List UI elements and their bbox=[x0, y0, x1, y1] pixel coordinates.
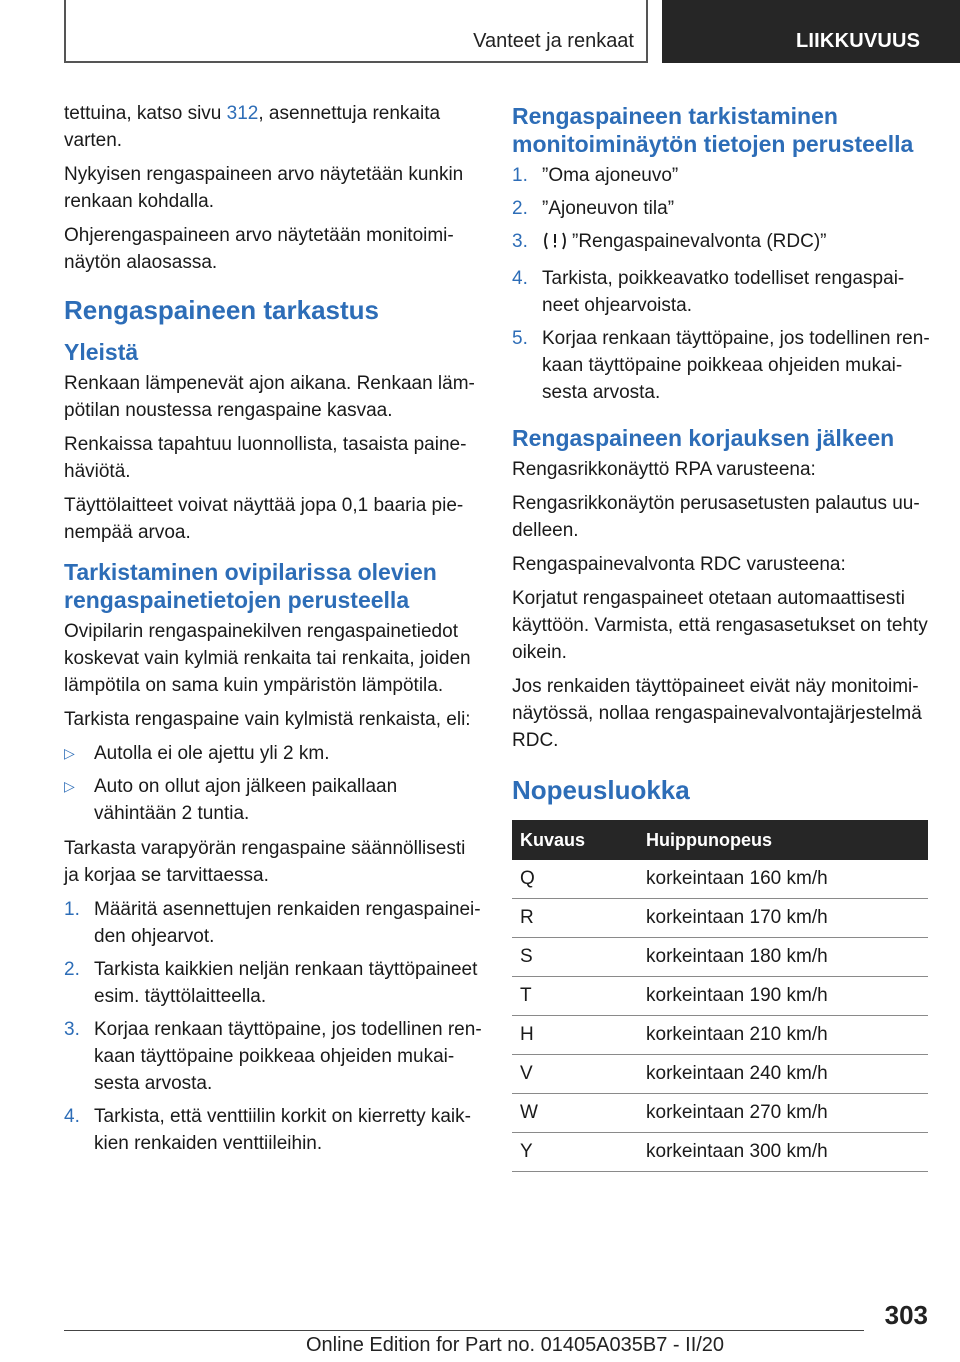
list-item bbox=[512, 195, 930, 222]
paragraph: Jos renkaiden täyttöpaineet eivät näy monitoiminäytössä, nollaa rengaspainevalvontajärjestelmä RDC. bbox=[512, 676, 922, 751]
list-item bbox=[64, 773, 482, 827]
table-cell: korkeintaan 180 km/h bbox=[638, 938, 928, 977]
step-text: Tarkista, poikkeavatko todelliset rengaspaineet ohjearvoista. bbox=[542, 268, 905, 316]
step-number: 3. bbox=[64, 1019, 80, 1040]
table-cell: Y bbox=[512, 1133, 638, 1172]
paragraph: Renkaan lämpenevät ajon aikana. Renkaan lämpötilan noustessa rengaspaine kasvaa. bbox=[64, 373, 475, 421]
list-item bbox=[512, 265, 930, 319]
chapter-tab: LIIKKUVUUS bbox=[662, 0, 960, 63]
step-number: 2. bbox=[512, 198, 528, 219]
section-title: Vanteet ja renkaat bbox=[473, 30, 634, 52]
intro-text: tettuina, katso sivu bbox=[64, 103, 227, 124]
edition-footer: Online Edition for Part no. 01405A035B7 - II/20 bbox=[306, 1334, 725, 1356]
list-item-text: Auto on ollut ajon jälkeen paikallaan vähintään 2 tuntia. bbox=[94, 776, 398, 824]
step-text: Korjaa renkaan täyttöpaine, jos todellinen renkaan täyttöpaine poikkeaa ohjeiden mukaisesta arvosta. bbox=[94, 1019, 482, 1094]
column-header-top-speed: Huippunopeus bbox=[638, 820, 928, 860]
list-item bbox=[64, 1016, 482, 1097]
steps-list bbox=[64, 896, 482, 1157]
table-cell: korkeintaan 160 km/h bbox=[638, 860, 928, 899]
step-text: ”Rengaspainevalvonta (RDC)” bbox=[572, 231, 827, 252]
heading-door-pillar: Tarkistaminen ovipilarissa olevien rengaspainetietojen perusteella bbox=[64, 559, 437, 613]
table-row bbox=[512, 899, 928, 938]
table-cell: korkeintaan 270 km/h bbox=[638, 1094, 928, 1133]
paragraph: Ohjerengaspaineen arvo näytetään monitoiminäytön alaosassa. bbox=[64, 225, 454, 273]
table-row bbox=[512, 860, 928, 899]
table-cell: korkeintaan 190 km/h bbox=[638, 977, 928, 1016]
triangle-bullet-icon: ▷ bbox=[64, 778, 75, 794]
triangle-bullet-icon: ▷ bbox=[64, 745, 75, 761]
paragraph: Tarkista rengaspaine vain kylmistä renkaista, eli: bbox=[64, 709, 471, 730]
list-item bbox=[512, 228, 930, 259]
table-cell: T bbox=[512, 977, 638, 1016]
table-cell: korkeintaan 170 km/h bbox=[638, 899, 928, 938]
table-row bbox=[512, 1055, 928, 1094]
speed-rating-table bbox=[512, 820, 928, 1172]
step-text: Tarkista kaikkien neljän renkaan täyttöpaineet esim. täyttölaitteella. bbox=[94, 959, 478, 1007]
paragraph: Rengaspainevalvonta RDC varusteena: bbox=[512, 554, 846, 575]
bullet-list bbox=[64, 740, 482, 827]
step-number: 4. bbox=[64, 1106, 80, 1127]
table-cell: Q bbox=[512, 860, 638, 899]
paragraph: Täyttölaitteet voivat näyttää jopa 0,1 baaria pienempää arvoa. bbox=[64, 495, 464, 543]
page-number: 303 bbox=[884, 1300, 928, 1330]
step-text: Korjaa renkaan täyttöpaine, jos todellinen renkaan täyttöpaine poikkeaa ohjeiden mukaisesta arvosta. bbox=[542, 328, 930, 403]
heading-general: Yleistä bbox=[64, 339, 139, 365]
step-text: ”Ajoneuvon tila” bbox=[542, 198, 675, 219]
step-number: 1. bbox=[512, 165, 528, 186]
table-cell: V bbox=[512, 1055, 638, 1094]
list-item bbox=[64, 1103, 482, 1157]
paragraph: Renkaissa tapahtuu luonnollista, tasaista painehäviötä. bbox=[64, 434, 467, 482]
table-row bbox=[512, 1133, 928, 1172]
column-header-description: Kuvaus bbox=[512, 820, 638, 860]
heading-after-correction: Rengaspaineen korjauksen jälkeen bbox=[512, 425, 895, 451]
paragraph: Korjatut rengaspaineet otetaan automaattisesti käyttöön. Varmista, että rengasasetukset on tehty oikein. bbox=[512, 588, 928, 663]
paragraph: Rengasrikkonäytön perusasetusten palautus uudelleen. bbox=[512, 493, 920, 541]
step-number: 4. bbox=[512, 268, 528, 289]
step-number: 2. bbox=[64, 959, 80, 980]
table-cell: korkeintaan 240 km/h bbox=[638, 1055, 928, 1094]
heading-monitor-check: Rengaspaineen tarkistaminen monitoiminäytön tietojen perusteella bbox=[512, 103, 914, 157]
paragraph: Tarkasta varapyörän rengaspaine säännöllisesti ja korjaa se tarvittaessa. bbox=[64, 838, 466, 886]
list-item bbox=[512, 325, 930, 406]
list-item-text: Autolla ei ole ajettu yli 2 km. bbox=[94, 743, 330, 764]
paragraph: Ovipilarin rengaspainekilven rengaspainetiedot koskevat vain kylmiä renkaita tai renkaita, joiden lämpötila on sama kuin ympäristön lämpötila. bbox=[64, 621, 471, 696]
paragraph: Rengasrikkonäyttö RPA varusteena: bbox=[512, 459, 816, 480]
step-text: Määritä asennettujen renkaiden rengaspaineiden ohjearvot. bbox=[94, 899, 481, 947]
step-text: Tarkista, että venttiilin korkit on kierretty kaikkien renkaiden venttiileihin. bbox=[94, 1106, 471, 1154]
list-item bbox=[64, 956, 482, 1010]
table-row bbox=[512, 977, 928, 1016]
paragraph: Nykyisen rengaspaineen arvo näytetään kunkin renkaan kohdalla. bbox=[64, 164, 464, 212]
intro-text-end: , asennettuja renkaita varten. bbox=[64, 103, 441, 151]
table-row bbox=[512, 938, 928, 977]
table-cell: W bbox=[512, 1094, 638, 1133]
intro-paragraph bbox=[64, 100, 482, 154]
left-column bbox=[64, 100, 482, 1165]
table-cell: korkeintaan 210 km/h bbox=[638, 1016, 928, 1055]
heading-tire-check: Rengaspaineen tarkastus bbox=[64, 295, 380, 325]
monitor-steps-list bbox=[512, 162, 930, 406]
list-item bbox=[64, 896, 482, 950]
step-number: 1. bbox=[64, 899, 80, 920]
footer-divider bbox=[64, 1330, 864, 1331]
table-row bbox=[512, 1094, 928, 1133]
step-number: 5. bbox=[512, 328, 528, 349]
step-text: ”Oma ajoneuvo” bbox=[542, 165, 679, 186]
table-cell: S bbox=[512, 938, 638, 977]
list-item bbox=[512, 162, 930, 189]
table-header-row bbox=[512, 820, 928, 860]
heading-speed-rating: Nopeusluokka bbox=[512, 775, 690, 805]
list-item bbox=[64, 740, 482, 767]
table-cell: korkeintaan 300 km/h bbox=[638, 1133, 928, 1172]
table-cell: R bbox=[512, 899, 638, 938]
right-column bbox=[512, 100, 930, 1172]
table-row bbox=[512, 1016, 928, 1055]
tire-pressure-warning-icon bbox=[542, 231, 568, 259]
step-number: 3. bbox=[512, 231, 528, 252]
page-link[interactable]: 312 bbox=[226, 103, 259, 124]
table-cell: H bbox=[512, 1016, 638, 1055]
